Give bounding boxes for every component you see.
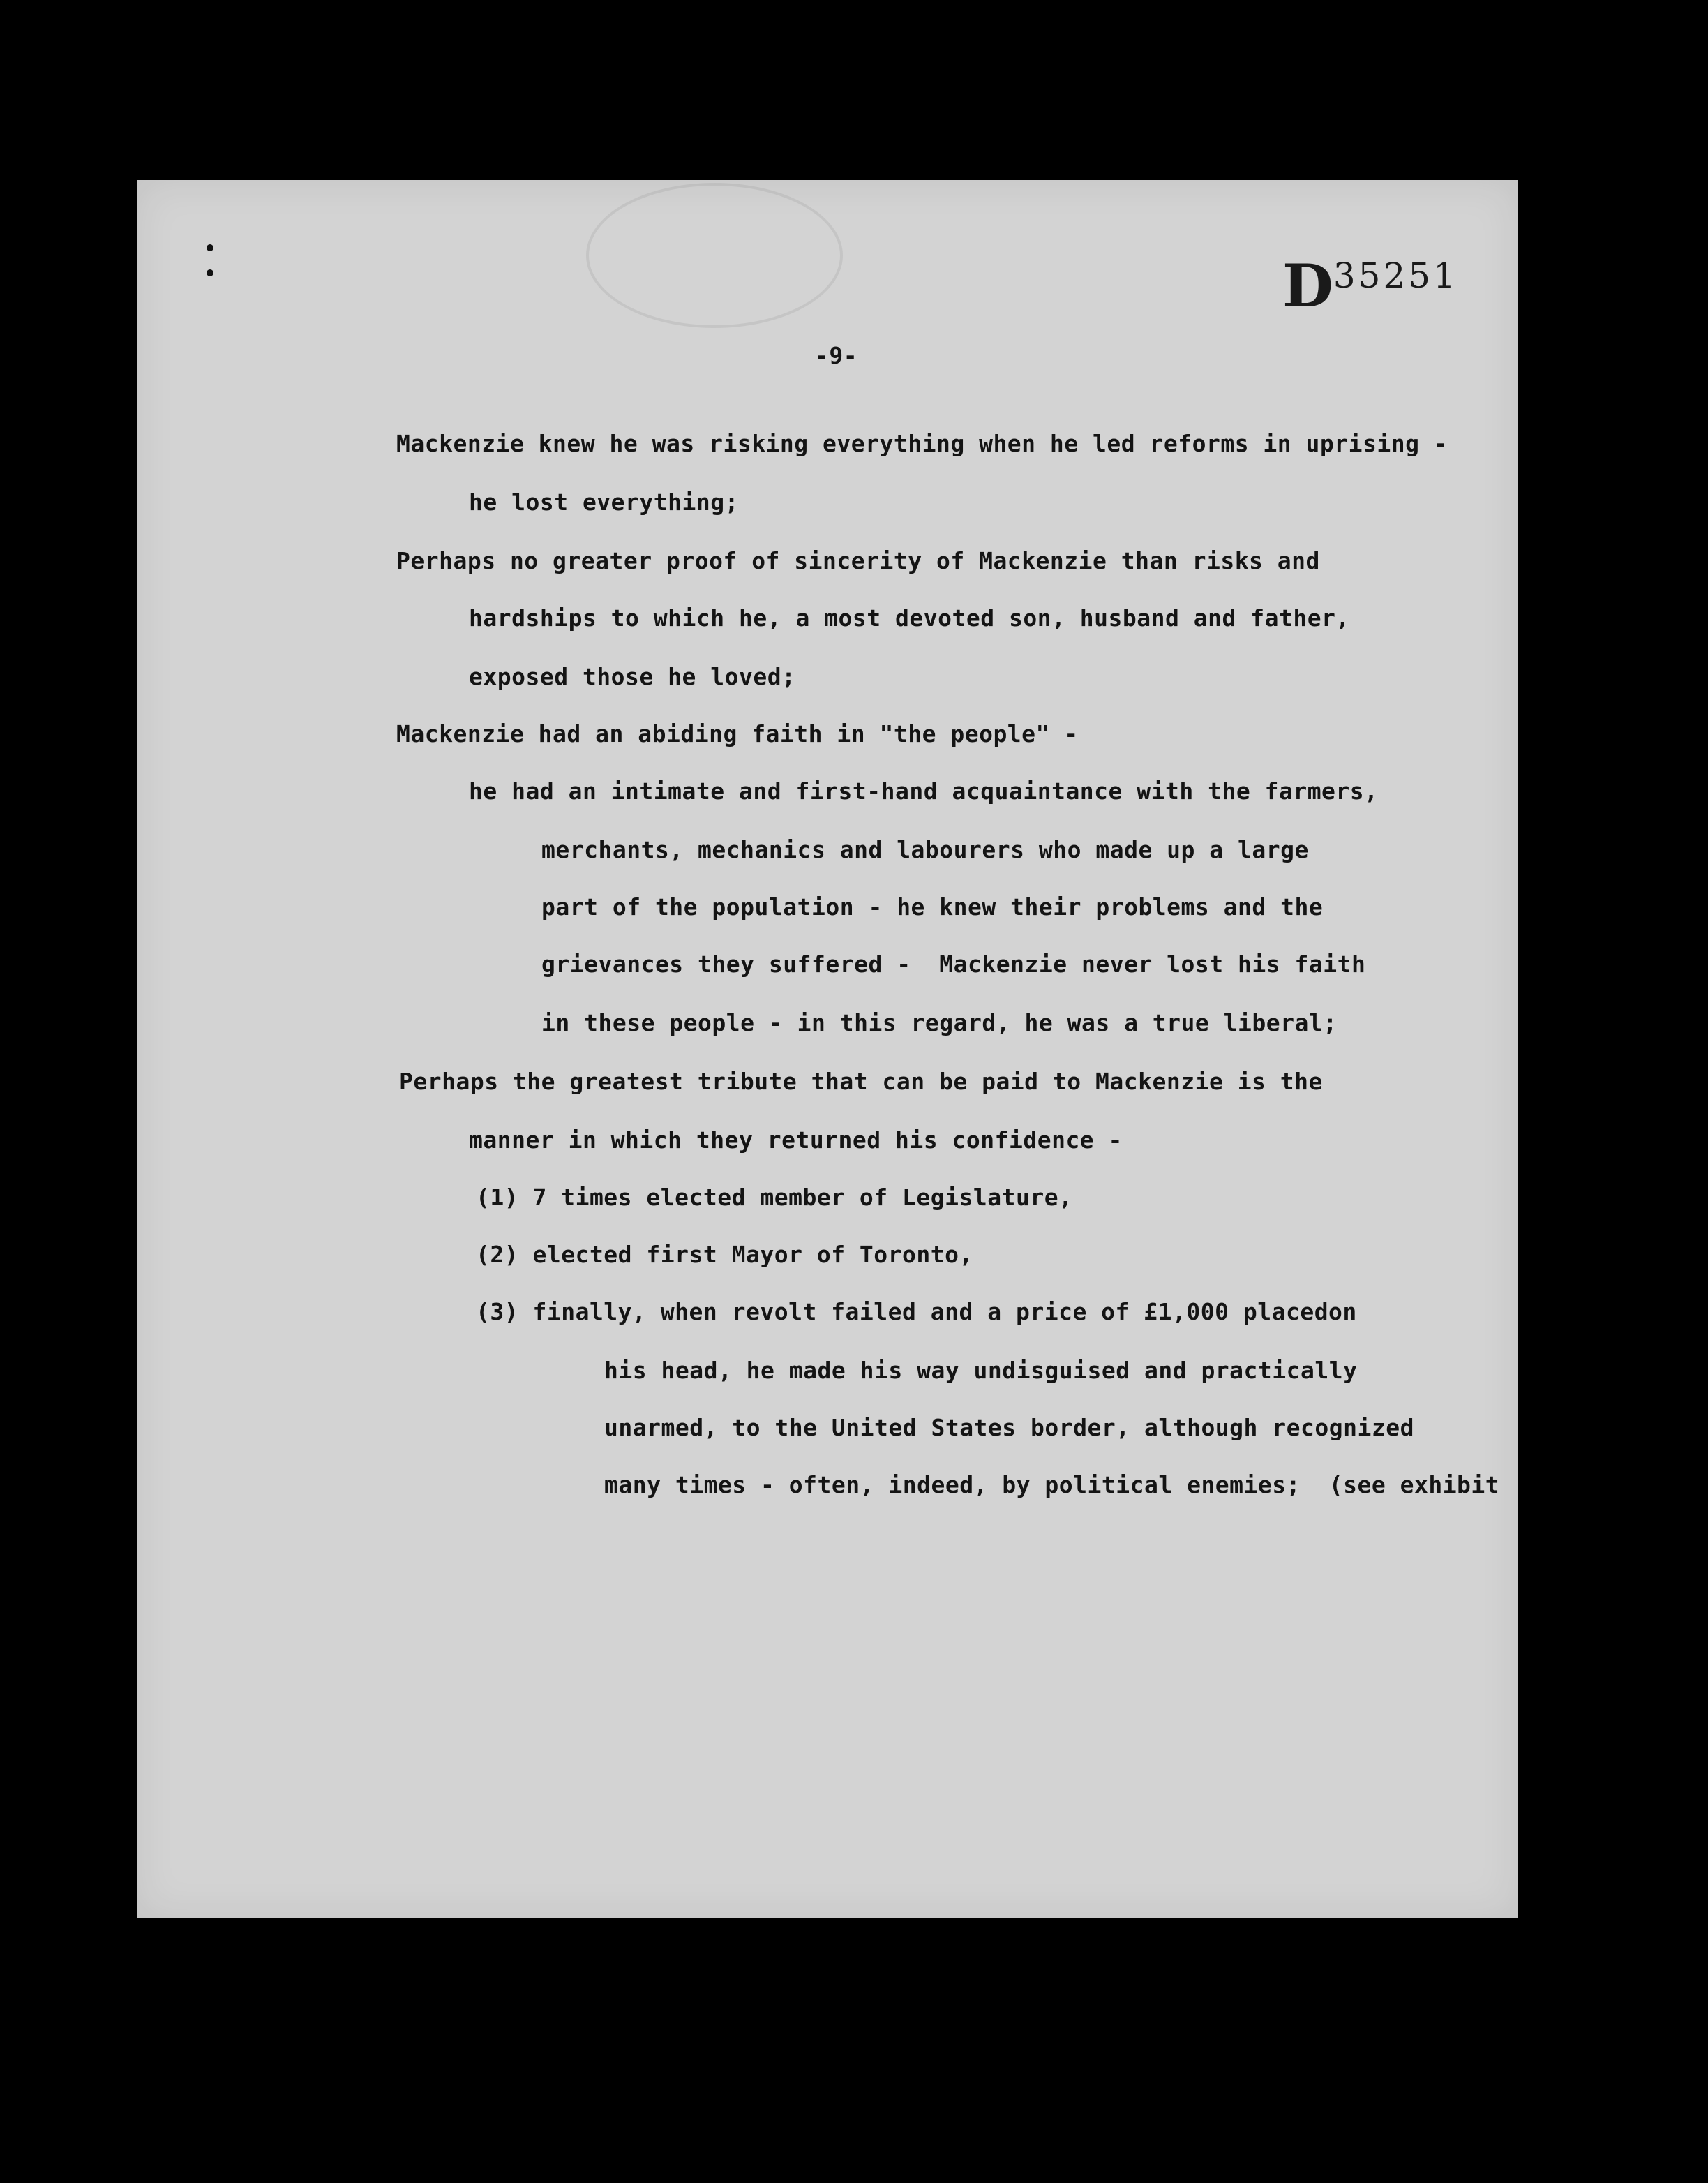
text-line: part of the population - he knew their problems and the	[541, 893, 1324, 921]
text-line: grievances they suffered - Mackenzie never lost his faith	[541, 951, 1366, 978]
document-number-digits: 35251	[1333, 255, 1458, 296]
text-line: in these people - in this regard, he was a true liberal;	[541, 1009, 1338, 1036]
page-number: -9-	[815, 342, 858, 369]
document-number	[1282, 251, 1458, 320]
text-line: he lost everything;	[469, 489, 739, 516]
text-line: his head, he made his way undisguised and practically	[604, 1357, 1358, 1384]
list-item: (3) finally, when revolt failed and a price of £1,000 placedon	[476, 1298, 1357, 1325]
text-line: unarmed, to the United States border, although recognized	[604, 1414, 1414, 1441]
list-item: (1) 7 times elected member of Legislature,	[476, 1184, 1073, 1211]
text-line: Mackenzie had an abiding faith in "the people" -	[396, 720, 1079, 747]
text-line: hardships to which he, a most devoted son, husband and father,	[469, 604, 1350, 632]
faint-stamp-bleed-through	[586, 183, 843, 328]
text-line: manner in which they returned his confidence -	[469, 1126, 1123, 1154]
punch-dot	[207, 269, 214, 276]
text-line: Perhaps no greater proof of sincerity of Mackenzie than risks and	[396, 547, 1320, 574]
text-line: many times - often, indeed, by political enemies; (see exhibit	[604, 1471, 1500, 1498]
margin-punch-marks	[207, 244, 216, 293]
text-line: Mackenzie knew he was risking everything when he led reforms in uprising -	[396, 430, 1448, 457]
text-line: merchants, mechanics and labourers who made up a large	[541, 836, 1309, 863]
punch-dot	[207, 244, 214, 251]
text-line: Perhaps the greatest tribute that can be paid to Mackenzie is the	[399, 1068, 1323, 1095]
text-line: exposed those he loved;	[469, 663, 796, 690]
document-number-prefix: D	[1282, 251, 1333, 320]
list-item: (2) elected first Mayor of Toronto,	[476, 1241, 973, 1268]
text-line: he had an intimate and first-hand acquaintance with the farmers,	[469, 777, 1379, 805]
